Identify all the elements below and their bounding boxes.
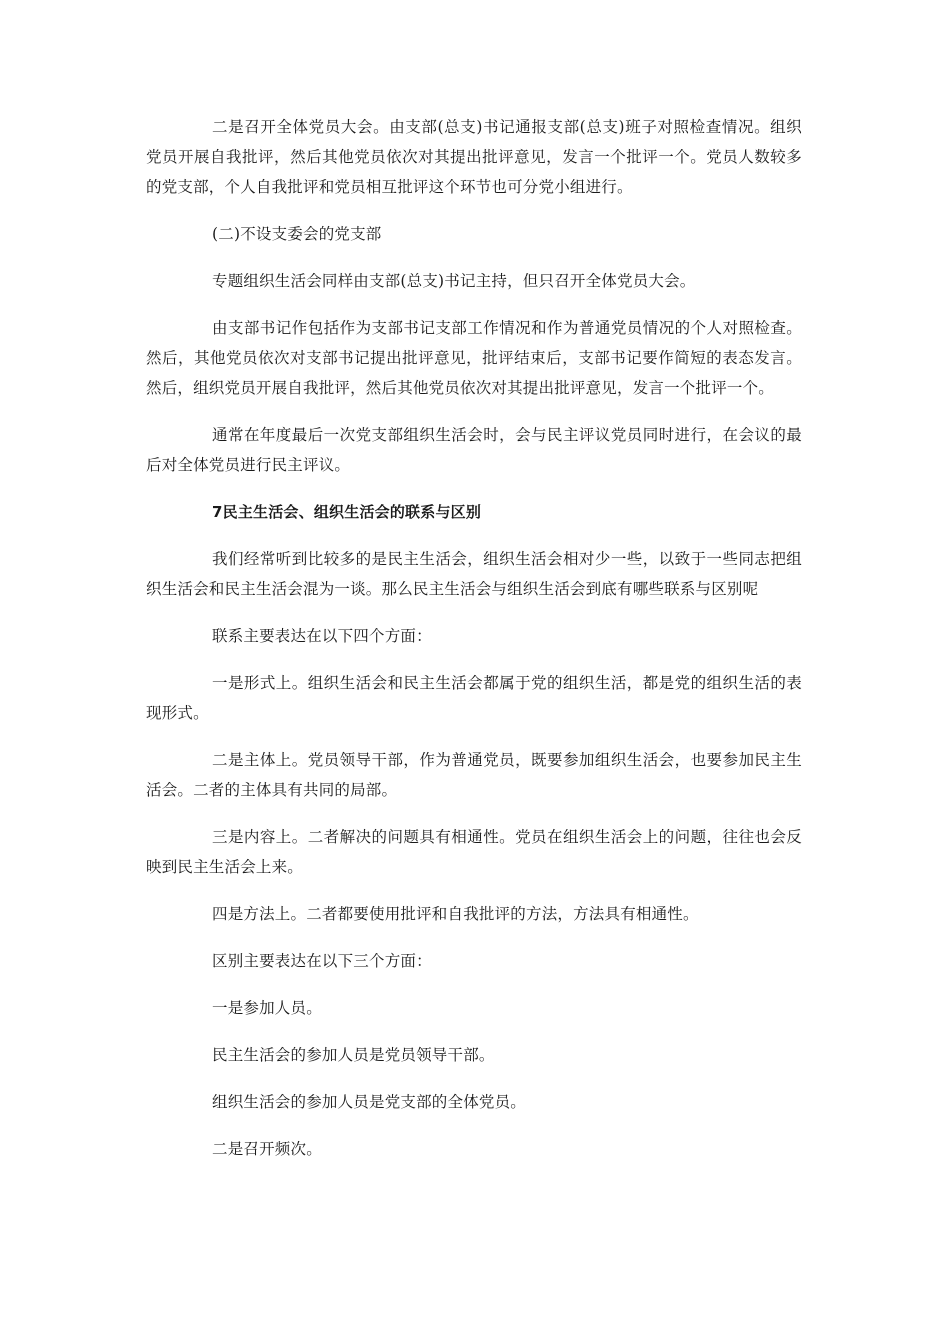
paragraph-connection-form: 一是形式上。组织生活会和民主生活会都属于党的组织生活，都是党的组织生活的表现形式。 xyxy=(146,674,802,722)
paragraph-difference-frequency: 二是召开频次。 xyxy=(212,1140,322,1158)
paragraph-connection-content: 三是内容上。二者解决的问题具有相通性。党员在组织生活会上的问题，往往也会反映到民主生活会上来。 xyxy=(146,828,802,876)
paragraph-difference-participants: 一是参加人员。 xyxy=(212,999,322,1017)
subheading-no-committee: (二)不设支委会的党支部 xyxy=(212,225,382,243)
paragraph-connection-method: 四是方法上。二者都要使用批评和自我批评的方法，方法具有相通性。 xyxy=(212,905,699,923)
paragraph-secretary-hosts: 专题组织生活会同样由支部(总支)书记主持，但只召开全体党员大会。 xyxy=(212,272,696,290)
paragraph-secretary-review: 由支部书记作包括作为支部书记支部工作情况和作为普通党员情况的个人对照检查。然后，其他党员依次对支部书记提出批评意见，批评结束后，支部书记要作简短的表态发言。然后，组织党员开展自我批评，然后其他党员依次对其提出批评意见，发言一个批评一个。 xyxy=(146,319,802,397)
paragraph-differences-intro: 区别主要表达在以下三个方面： xyxy=(212,952,432,970)
paragraph-annual-evaluation: 通常在年度最后一次党支部组织生活会时，会与民主评议党员同时进行，在会议的最后对全体党员进行民主评议。 xyxy=(146,426,802,474)
document-body xyxy=(146,112,802,1181)
paragraph-party-meeting: 二是召开全体党员大会。由支部(总支)书记通报支部(总支)班子对照检查情况。组织党员开展自我批评，然后其他党员依次对其提出批评意见，发言一个批评一个。党员人数较多的党支部，个人自我批评和党员相互批评这个环节也可分党小组进行。 xyxy=(146,118,802,196)
paragraph-democratic-participants: 民主生活会的参加人员是党员领导干部。 xyxy=(212,1046,495,1064)
paragraph-intro-difference: 我们经常听到比较多的是民主生活会，组织生活会相对少一些，以致于一些同志把组织生活会和民主生活会混为一谈。那么民主生活会与组织生活会到底有哪些联系与区别呢 xyxy=(146,550,802,598)
paragraph-connections-intro: 联系主要表达在以下四个方面： xyxy=(212,627,432,645)
paragraph-organizational-participants: 组织生活会的参加人员是党支部的全体党员。 xyxy=(212,1093,527,1111)
section-heading-7: 7民主生活会、组织生活会的联系与区别 xyxy=(212,503,482,521)
paragraph-connection-subject: 二是主体上。党员领导干部，作为普通党员，既要参加组织生活会，也要参加民主生活会。二者的主体具有共同的局部。 xyxy=(146,751,802,799)
